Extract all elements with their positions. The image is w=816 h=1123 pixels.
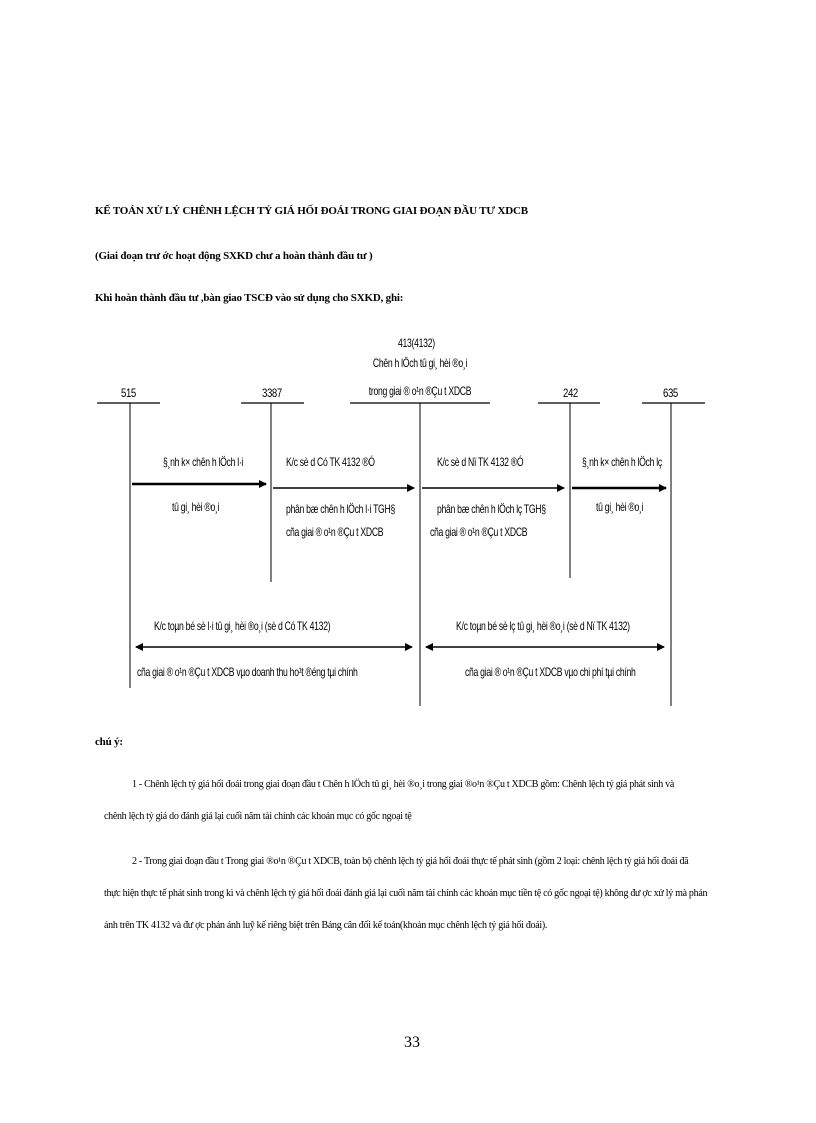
entry-515-line2: tû gi¸ hèi ®o¸i: [172, 500, 220, 514]
account-635-label: 635: [663, 386, 678, 400]
entry-3387-line3: cña giai ® o¹n ®Çu t XDCB: [286, 525, 384, 539]
entry-242-line1: K/c sè d Nï TK 4132 ®Ó: [437, 455, 524, 469]
notes-label: chú ý:: [95, 736, 123, 748]
note-1-line1: 1 - Chênh lệch tỷ giá hối đoái trong giai đoạn đầu t Chên h lÖch tû gi¸ hèi ®o¸i trong giai ®o¹n ®Çu t XDCB gồm: Chênh lệch tỷ giá phát sinh và: [132, 779, 674, 790]
center-account-title-line1: Chên h lÖch tû gi¸ hèi ®o¸i: [372, 356, 468, 370]
page-number: 33: [404, 1034, 420, 1051]
account-515-label: 515: [121, 386, 136, 400]
center-account-number: 413(4132): [398, 336, 435, 350]
note-2-line2: thực hiện thực tế phát sinh trong kì và chênh lệch tỷ giá hối đoái đánh giá lại cuối năm tài chính các khoản mục tiền tệ có gốc ngoại tệ) không đư ợc xử lý mà phản: [104, 888, 708, 899]
entry-635-line1: §¸nh k× chên h lÖch lç: [582, 455, 662, 469]
entry-close-loss-line2: cña giai ® o¹n ®Çu t XDCB vµo chi phí tµi chính: [465, 665, 636, 679]
entry-3387-line2: phân bæ chên h lÖch l·i TGH§: [286, 502, 395, 516]
intro-text: Khi hoàn thành đầu tư ,bàn giao TSCĐ vào sử dụng cho SXKD, ghi:: [95, 292, 404, 304]
page-title: KẾ TOÁN XỬ LÝ CHÊNH LỆCH TỶ GIÁ HỐI ĐOÁI TRONG GIAI ĐOẠN ĐẦU TƯ XDCB: [95, 205, 528, 217]
note-1-line2: chênh lệch tỷ giá do đánh giá lại cuối năm tài chính các khoản mục có gốc ngoại tệ: [104, 811, 412, 822]
entry-close-gain-line2: cña giai ® o¹n ®Çu t XDCB vµo doanh thu ho¹t ®éng tµi chính: [137, 665, 358, 679]
note-2-line3: ánh trên TK 4132 và đư ợc phản ánh luỹ kế riêng biệt trên Bảng cân đối kế toán(khoản mục chênh lệch tỷ giá hối đoái).: [104, 920, 548, 931]
center-account-title-line2: trong giai ® o¹n ®Çu t XDCB: [368, 384, 472, 398]
note-2-line1: 2 - Trong giai đoạn đầu t Trong giai ®o¹n ®Çu t XDCB, toàn bộ chênh lệch tỷ giá hối đoái thực tế phát sinh (gồm 2 loại: chênh lệch tỷ giá hối đoái đã: [132, 856, 689, 867]
entry-close-loss-line1: K/c toµn bé sè lç tû gi¸ hèi ®o¸i (sè d Nï TK 4132): [456, 619, 630, 633]
entry-242-line2: phân bæ chên h lÖch lç TGH§: [437, 502, 546, 516]
entry-242-line3: cña giai ® o¹n ®Çu t XDCB: [430, 525, 528, 539]
account-242-label: 242: [563, 386, 578, 400]
subtitle: (Giai đoạn trư ớc hoạt động SXKD chư a hoàn thành đầu tư ): [95, 250, 373, 262]
entry-3387-line1: K/c sè d Có TK 4132 ®Ó: [286, 455, 375, 469]
entry-635-line2: tû gi¸ hèi ®o¸i: [596, 500, 644, 514]
entry-close-gain-line1: K/c toµn bé sè l·i tû gi¸ hèi ®o¸i (sè d Có TK 4132): [154, 619, 331, 633]
account-3387-label: 3387: [262, 386, 282, 400]
entry-515-line1: §¸nh k× chên h lÖch l·i: [163, 455, 244, 469]
